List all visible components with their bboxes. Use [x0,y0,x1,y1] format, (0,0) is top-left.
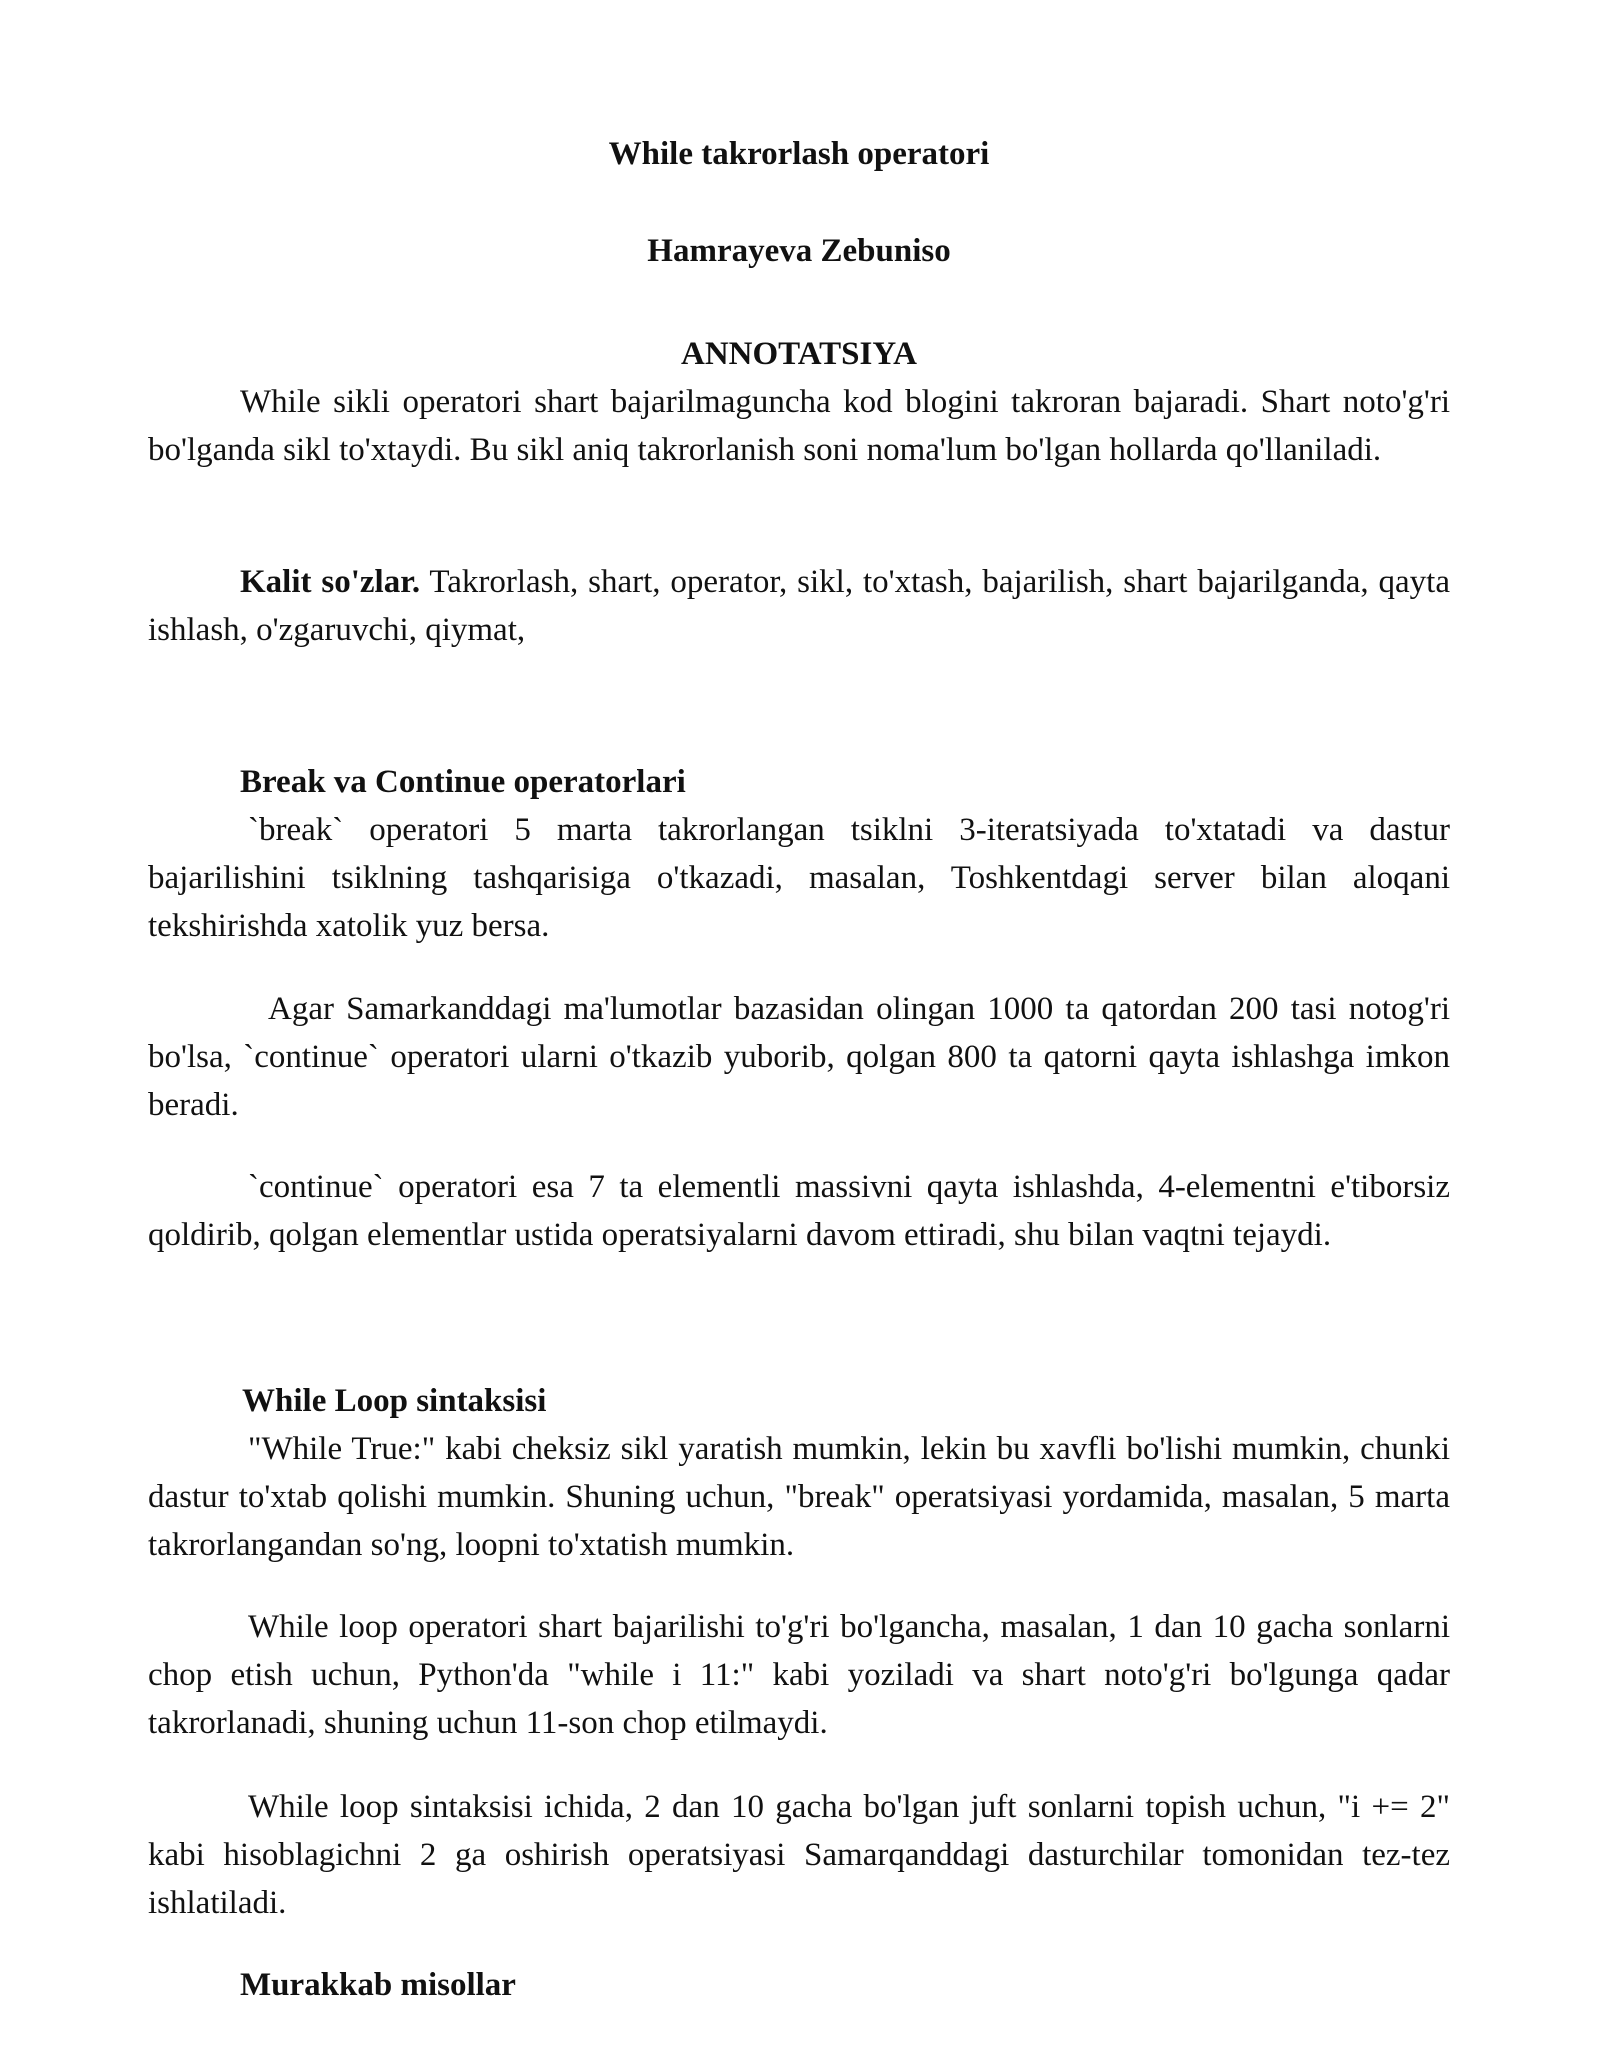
keywords-list: Takrorlash, shart, operator, sikl, to'xtash, bajarilish, shart bajarilganda, qayta ishlash, o'zgaruvchi, qiymat, [148,564,1450,648]
section-heading-break-continue: Break va Continue operatorlari [240,764,686,800]
section2-paragraph-3: While loop sintaksisi ichida, 2 dan 10 gacha bo'lgan juft sonlarni topish uchun, "i += 2" kabi hisoblagichni 2 ga oshirish operatsiyasi Samarqanddagi dasturchilar tomonidan tez-tez ishlatiladi. [148,1789,1450,1921]
keywords-paragraph [148,558,1450,654]
section2-paragraph-2: While loop operatori shart bajarilishi to'g'ri bo'lgancha, masalan, 1 dan 10 gacha sonlarni chop etish uchun, Python'da "while i 11:" kabi yoziladi va shart noto'g'ri bo'lgunga qadar takrorlanadi, shuning uchun 11-son chop etilmaydi. [148,1609,1450,1741]
document-title: While takrorlash operatori [608,136,990,172]
section1-paragraph-3: `continue` operatori esa 7 ta elementli massivni qayta ishlashda, 4-elementni e'tiborsiz qoldirib, qolgan elementlar ustida operatsiyalarni davom ettiradi, shu bilan vaqtni tejaydi. [148,1169,1450,1253]
author-name: Hamrayeva Zebuniso [647,233,951,269]
annotation-paragraph: While sikli operatori shart bajarilmaguncha kod blogini takroran bajaradi. Shart noto'g'ri bo'lganda sikl to'xtaydi. Bu sikl aniq takrorlanish soni noma'lum bo'lgan hollarda qo'llaniladi. [148,384,1450,468]
annotation-heading: ANNOTATSIYA [681,336,917,372]
section2-paragraph-1: "While True:" kabi cheksiz sikl yaratish mumkin, lekin bu xavfli bo'lishi mumkin, chunki dastur to'xtab qolishi mumkin. Shuning uchun, "break" operatsiyasi yordamida, masalan, 5 marta takrorlangandan so'ng, loopni to'xtatish mumkin. [148,1431,1450,1563]
section1-paragraph-2: Agar Samarkanddagi ma'lumotlar bazasidan olingan 1000 ta qatordan 200 tasi notog'ri bo'lsa, `continue` operatori ularni o'tkazib yuborib, qolgan 800 ta qatorni qayta ishlashga imkon beradi. [148,991,1450,1123]
keywords-label: Kalit so'zlar. [240,564,421,600]
section1-paragraph-1: `break` operatori 5 marta takrorlangan tsiklni 3-iteratsiyada to'xtatadi va dastur bajarilishini tsiklning tashqarisiga o'tkazadi, masalan, Toshkentdagi server bilan aloqani tekshirishda xatolik yuz bersa. [148,812,1450,944]
section-heading-while-syntax: While Loop sintaksisi [242,1383,547,1419]
section-heading-complex-examples: Murakkab misollar [240,1967,516,2003]
